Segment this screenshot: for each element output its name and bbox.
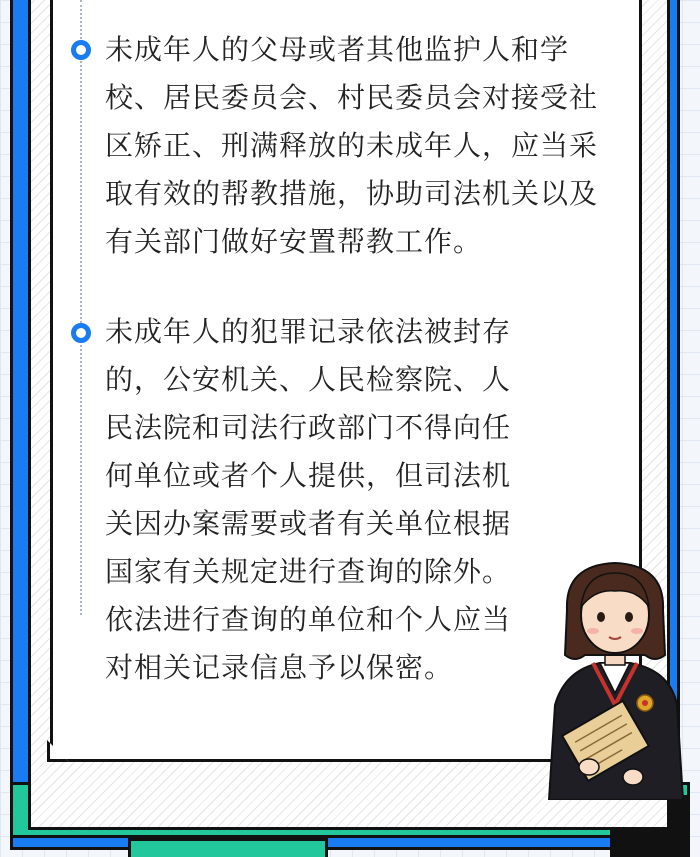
paragraph-line: 未成年人的犯罪记录依法被封存 <box>105 315 512 348</box>
judge-illustration <box>545 555 685 800</box>
paragraph-line: 的，公安机关、人民检察院、人 <box>105 363 512 396</box>
paragraph-line: 对相关记录信息予以保密。 <box>105 651 454 684</box>
paragraph-line: 关因办案需要或者有关单位根据 <box>105 507 512 540</box>
paragraph-line: 区矫正、刑满释放的未成年人，应当采 <box>105 129 599 162</box>
bullet-icon <box>71 323 91 343</box>
paragraph-line: 国家有关规定进行查询的除外。 <box>105 555 512 588</box>
bullet-icon <box>71 40 91 60</box>
paragraph-line: 取有效的帮教措施，协助司法机关以及 <box>105 177 599 210</box>
paragraph-line: 校、居民委员会、村民委员会对接受社 <box>105 81 599 114</box>
paragraph-line: 未成年人的父母或者其他监护人和学 <box>105 33 570 66</box>
paragraph-line: 民法院和司法行政部门不得向任 <box>105 411 512 444</box>
paragraph-line: 依法进行查询的单位和个人应当 <box>105 603 512 636</box>
dotted-timeline <box>80 0 82 615</box>
paragraph-1 <box>105 26 598 266</box>
green-tab <box>128 838 328 857</box>
paragraph-line: 何单位或者个人提供，但司法机 <box>105 459 512 492</box>
paragraph-2 <box>105 308 511 692</box>
paragraph-line: 有关部门做好安置帮教工作。 <box>105 225 483 258</box>
